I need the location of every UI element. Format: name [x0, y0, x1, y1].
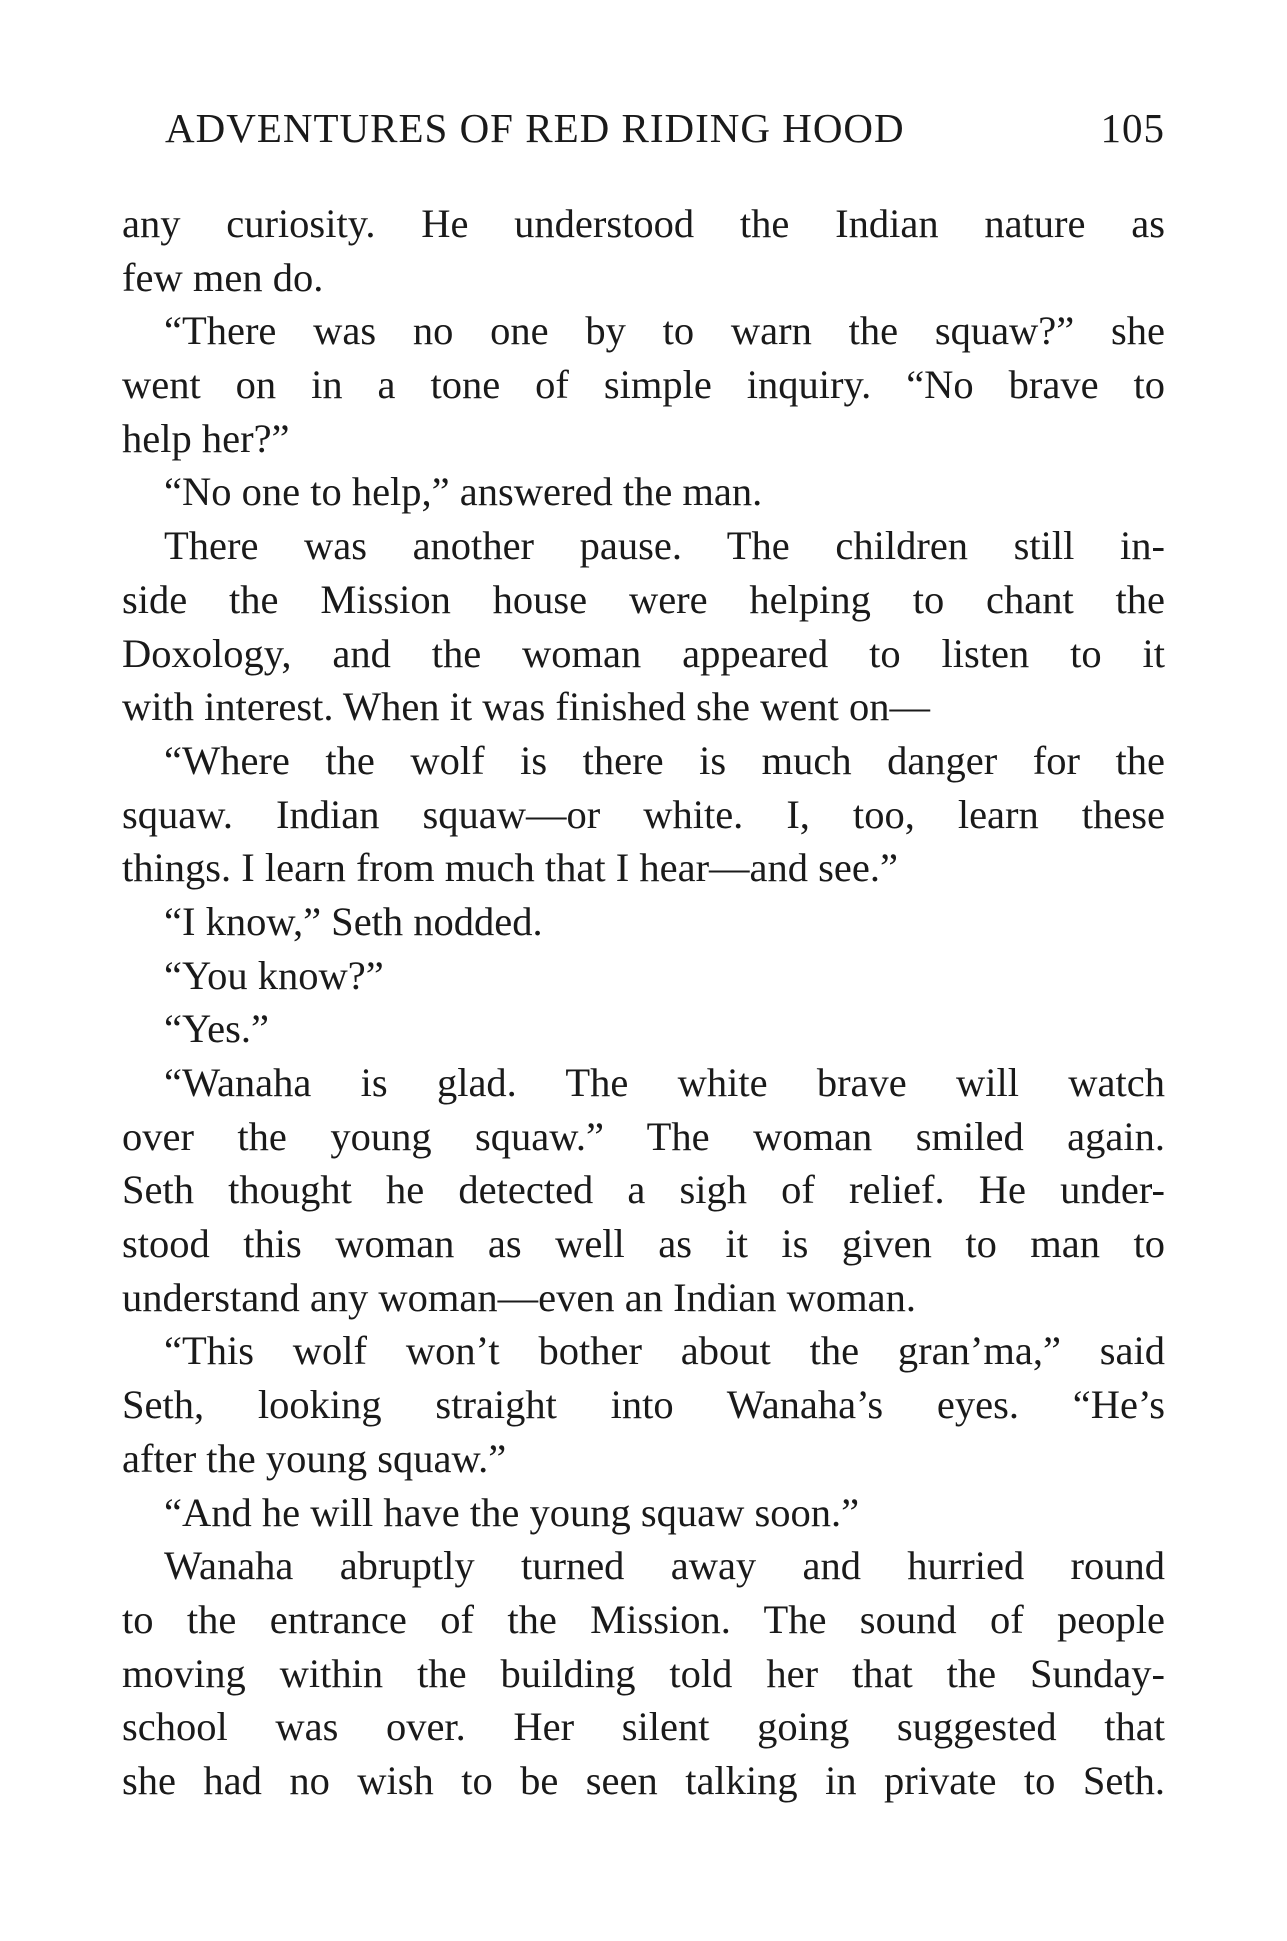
- text-line: over the young squaw.” The woman smiled again.: [122, 1113, 1165, 1159]
- text-line: There was another pause. The children still in-: [164, 523, 1165, 569]
- text-line: “Yes.”: [164, 1006, 270, 1052]
- text-line: stood this woman as well as it is given to man to: [122, 1221, 1165, 1267]
- text-line: went on in a tone of simple inquiry. “No brave to: [122, 362, 1165, 408]
- text-line: “No one to help,” answered the man.: [164, 469, 763, 515]
- text-line: “Where the wolf is there is much danger for the: [164, 737, 1165, 783]
- text-line: she had no wish to be seen talking in private to Seth.: [122, 1757, 1165, 1803]
- text-line: Seth, looking straight into Wanaha’s eyes. “He’s: [122, 1382, 1165, 1428]
- text-line: “There was no one by to warn the squaw?” she: [164, 308, 1165, 354]
- text-line: school was over. Her silent going suggested that: [122, 1704, 1165, 1750]
- text-line: after the young squaw.”: [122, 1435, 507, 1481]
- text-line: moving within the building told her that the Sunday-: [122, 1650, 1165, 1696]
- text-line: things. I learn from much that I hear—and see.”: [122, 845, 898, 891]
- text-line: with interest. When it was finished she went on—: [122, 684, 930, 730]
- running-title: ADVENTURES OF RED RIDING HOOD: [165, 105, 905, 151]
- text-line: any curiosity. He understood the Indian nature as: [122, 201, 1165, 246]
- body-text: [122, 197, 1165, 1808]
- text-line: help her?”: [122, 415, 290, 461]
- text-line: “Wanaha is glad. The white brave will watch: [164, 1060, 1165, 1105]
- page-number: 105: [1100, 105, 1165, 151]
- text-line: “I know,” Seth nodded.: [164, 898, 543, 944]
- text-line: to the entrance of the Mission. The sound of people: [122, 1596, 1165, 1642]
- text-line: squaw. Indian squaw—or white. I, too, learn these: [122, 791, 1165, 837]
- text-line: “You know?”: [164, 952, 384, 998]
- text-line: “And he will have the young squaw soon.”: [164, 1489, 860, 1535]
- text-line: side the Mission house were helping to chant the: [122, 576, 1165, 622]
- text-line: Doxology, and the woman appeared to listen to it: [122, 630, 1165, 676]
- running-head: [165, 104, 1165, 164]
- text-line: Seth thought he detected a sigh of relief. He under-: [122, 1167, 1165, 1213]
- text-line: understand any woman—even an Indian woman.: [122, 1274, 917, 1320]
- text-line: few men do.: [122, 254, 324, 300]
- text-line: Wanaha abruptly turned away and hurried round: [164, 1543, 1165, 1589]
- text-line: “This wolf won’t bother about the gran’ma,” said: [164, 1328, 1165, 1374]
